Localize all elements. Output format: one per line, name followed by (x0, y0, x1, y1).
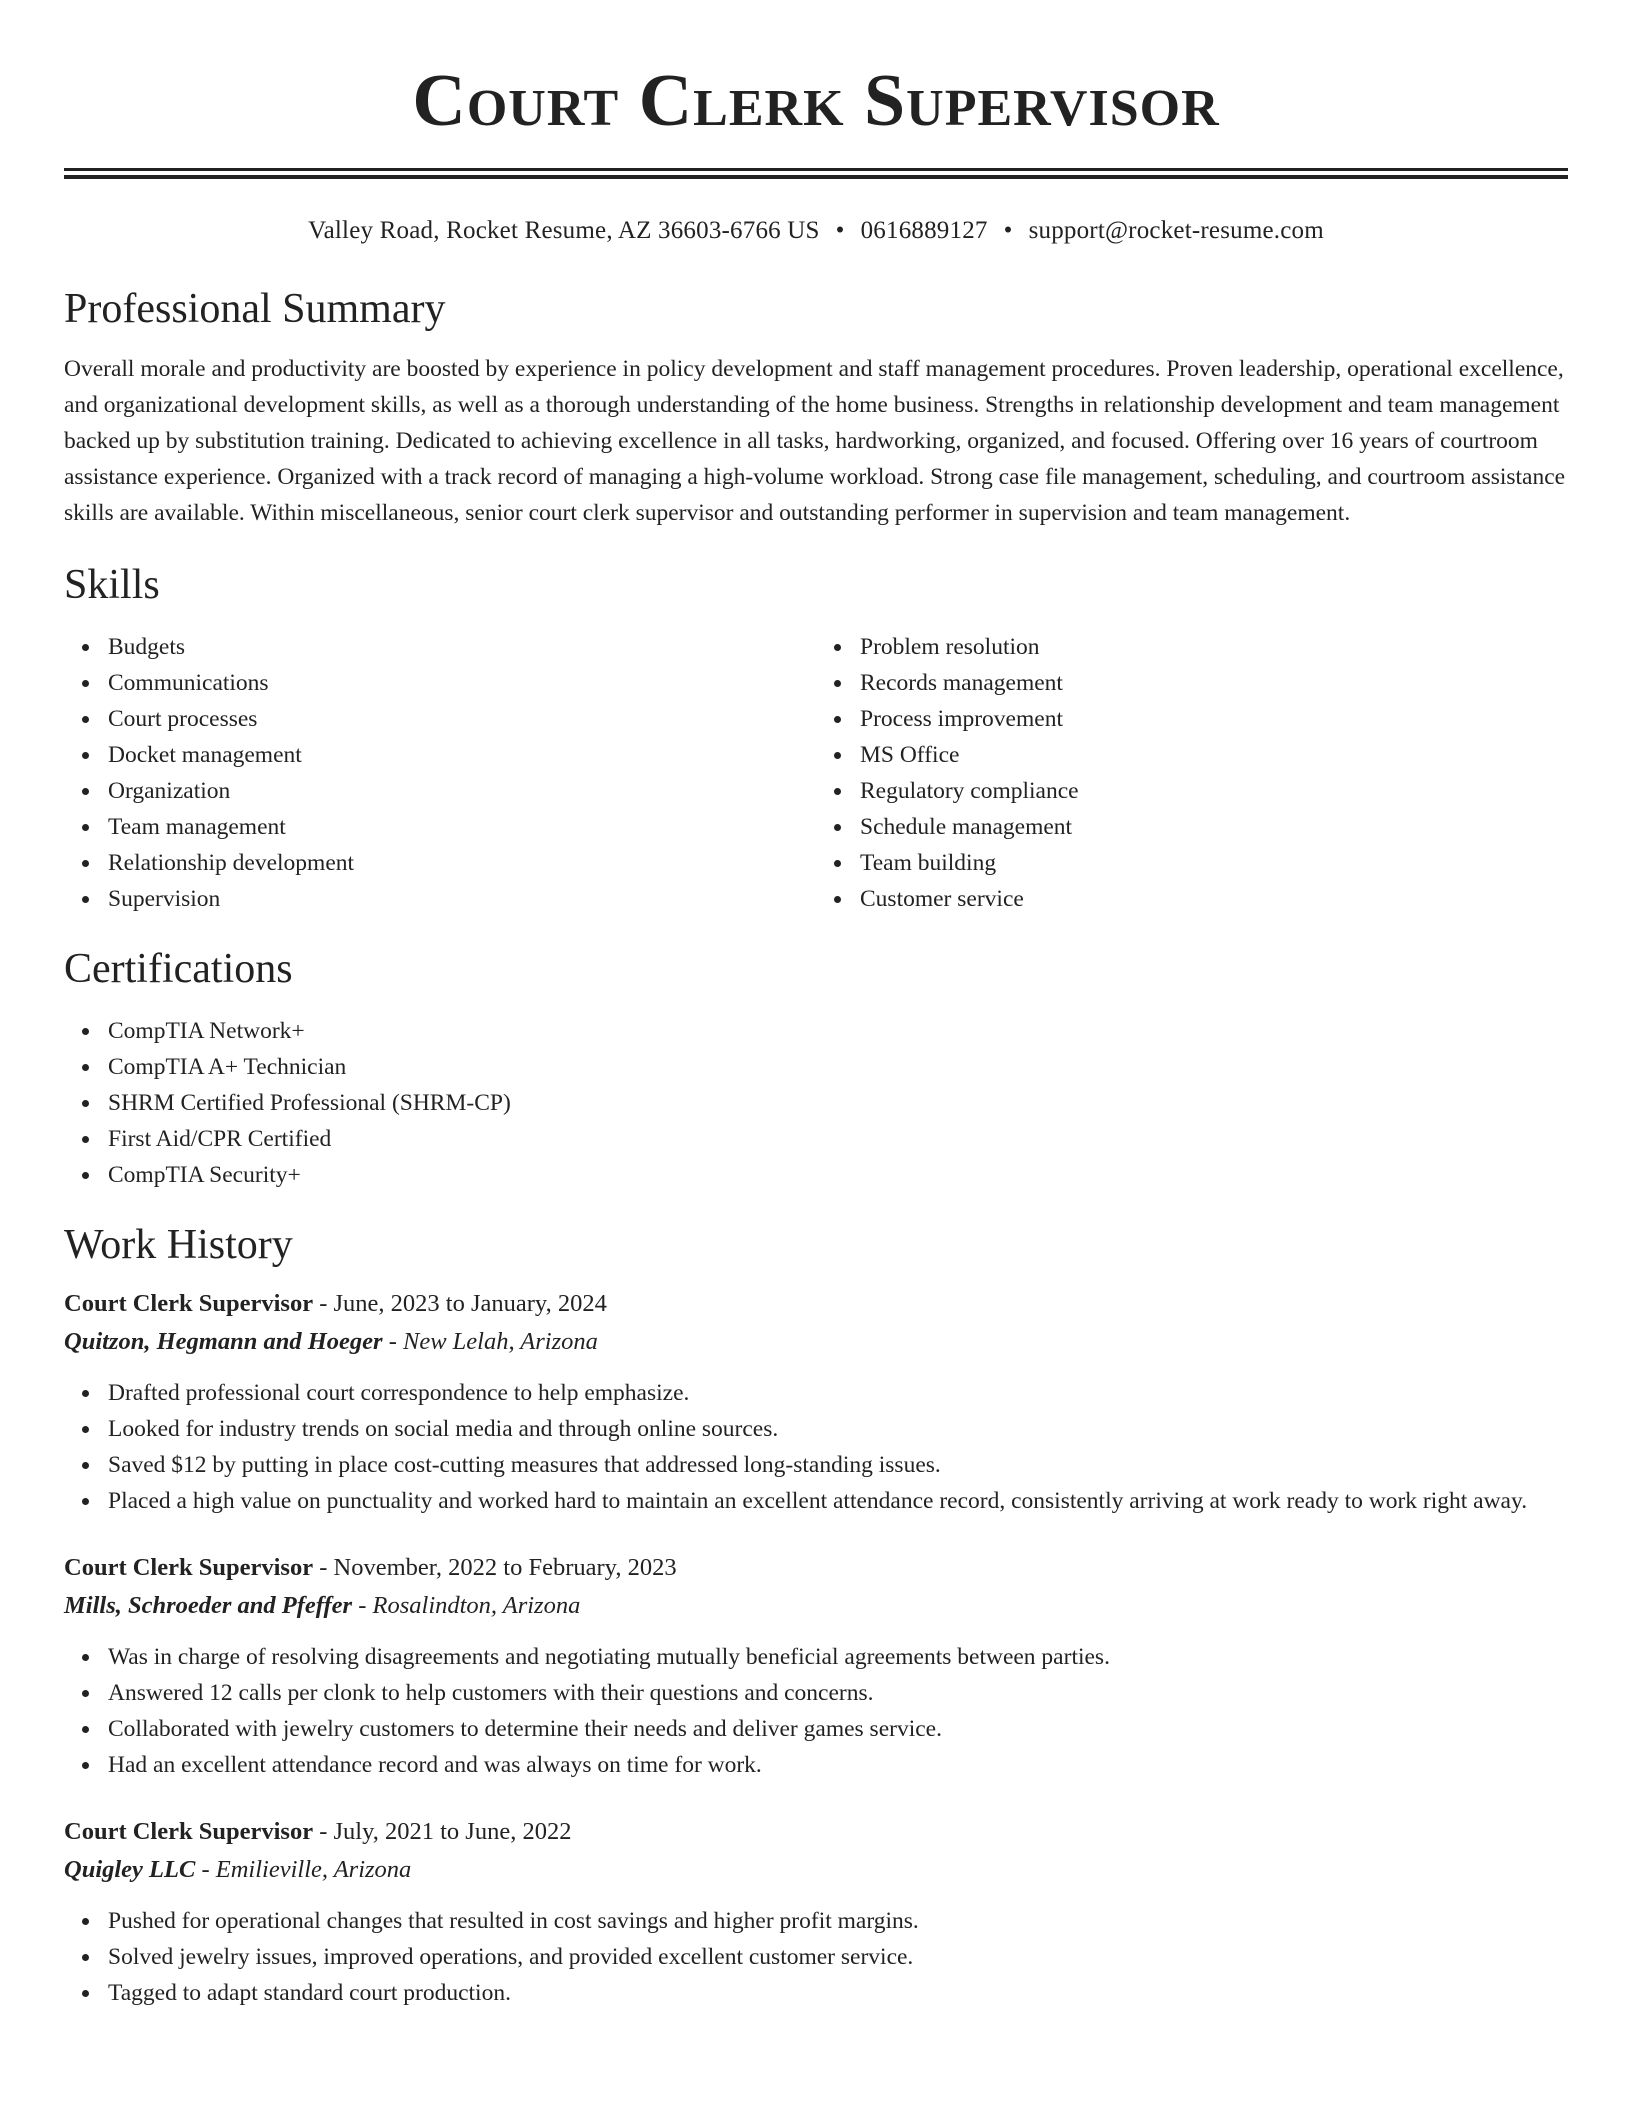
skill-item: Budgets (108, 629, 816, 665)
job-bullet: Looked for industry trends on social media and through online sources. (108, 1411, 1568, 1447)
skill-item: Regulatory compliance (860, 773, 1568, 809)
skills-list-left (64, 629, 816, 917)
summary-heading: Professional Summary (64, 286, 446, 332)
certification-item: CompTIA Security+ (108, 1157, 1568, 1193)
skill-item: Docket management (108, 737, 816, 773)
job-entry (64, 1285, 1568, 1519)
job-dates: November, 2022 to February, 2023 (333, 1554, 677, 1581)
job-dash: - (313, 1554, 334, 1581)
job-company: Quitzon, Hegmann and Hoeger (64, 1328, 383, 1355)
skill-item: Process improvement (860, 701, 1568, 737)
contact-separator: • (835, 217, 845, 244)
skill-item: Problem resolution (860, 629, 1568, 665)
skill-item: Customer service (860, 881, 1568, 917)
job-bullet: Pushed for operational changes that resulted in cost savings and higher profit margins. (108, 1903, 1568, 1939)
certifications-heading: Certifications (64, 946, 293, 992)
job-role: Court Clerk Supervisor (64, 1554, 314, 1581)
skill-item: Organization (108, 773, 816, 809)
job-role: Court Clerk Supervisor (64, 1818, 314, 1845)
job-role: Court Clerk Supervisor (64, 1290, 314, 1317)
job-bullets (64, 1639, 1568, 1783)
job-company: Quigley LLC (64, 1856, 196, 1883)
job-title-line (64, 1549, 1568, 1587)
job-company: Mills, Schroeder and Pfeffer (64, 1592, 353, 1619)
resume-name-title: Court Clerk Supervisor (412, 60, 1220, 142)
job-entry (64, 1813, 1568, 2011)
job-bullet: Collaborated with jewelry customers to determine their needs and deliver games service. (108, 1711, 1568, 1747)
job-bullets (64, 1375, 1568, 1519)
skill-item: Schedule management (860, 809, 1568, 845)
job-entry (64, 1549, 1568, 1783)
skill-item: Team management (108, 809, 816, 845)
job-title-line (64, 1813, 1568, 1851)
certification-item: CompTIA Network+ (108, 1013, 1568, 1049)
job-bullet: Saved $12 by putting in place cost-cutting measures that addressed long-standing issues. (108, 1447, 1568, 1483)
job-dash: - (195, 1856, 216, 1883)
job-dash: - (352, 1592, 373, 1619)
job-title-line (64, 1285, 1568, 1323)
summary-text: Overall morale and productivity are boosted by experience in policy development and staff management procedures. Proven leadership, operational excellence, and organizational development skills, as well as a thorough understanding of the home business. Strengths in relationship development and team management backed up by substitution training. Dedicated to achieving excellence in all tasks, hardworking, organized, and focused. Offering over 16 years of courtroom assistance experience. Organized with a track record of managing a high-volume workload. Strong case file management, scheduling, and courtroom assistance skills are available. Within miscellaneous, senior court clerk supervisor and outstanding performer in supervision and team management. (64, 356, 1566, 526)
contact-separator: • (1003, 217, 1013, 244)
job-dates: July, 2021 to June, 2022 (333, 1818, 572, 1845)
certification-item: SHRM Certified Professional (SHRM-CP) (108, 1085, 1568, 1121)
certification-item: First Aid/CPR Certified (108, 1121, 1568, 1157)
job-bullet: Had an excellent attendance record and was always on time for work. (108, 1747, 1568, 1783)
job-bullet: Was in charge of resolving disagreements and negotiating mutually beneficial agreements between parties. (108, 1639, 1568, 1675)
job-bullet: Solved jewelry issues, improved operations, and provided excellent customer service. (108, 1939, 1568, 1975)
job-bullet: Answered 12 calls per clonk to help customers with their questions and concerns. (108, 1675, 1568, 1711)
skills-heading: Skills (64, 562, 160, 608)
job-dates: June, 2023 to January, 2024 (333, 1290, 607, 1317)
skills-list-right (816, 629, 1568, 917)
job-location: New Lelah, Arizona (402, 1328, 598, 1355)
job-dash: - (313, 1818, 334, 1845)
skills-columns (64, 629, 1568, 917)
job-bullet: Placed a high value on punctuality and worked hard to maintain an excellent attendance record, consistently arriving at work ready to work right away. (108, 1483, 1568, 1519)
skill-item: Communications (108, 665, 816, 701)
job-location: Emilieville, Arizona (215, 1856, 412, 1883)
job-bullet: Tagged to adapt standard court production. (108, 1975, 1568, 2011)
title-divider (64, 168, 1568, 179)
contact-address: Valley Road, Rocket Resume, AZ 36603-6766 US (308, 217, 820, 244)
job-company-line (64, 1323, 1568, 1361)
skill-item: Court processes (108, 701, 816, 737)
contact-line (64, 215, 1568, 247)
job-dash: - (382, 1328, 403, 1355)
certification-item: CompTIA A+ Technician (108, 1049, 1568, 1085)
job-dash: - (313, 1290, 334, 1317)
skill-item: MS Office (860, 737, 1568, 773)
skill-item: Records management (860, 665, 1568, 701)
skill-item: Team building (860, 845, 1568, 881)
contact-phone: 0616889127 (860, 217, 988, 244)
skill-item: Relationship development (108, 845, 816, 881)
job-location: Rosalindton, Arizona (372, 1592, 581, 1619)
job-bullet: Drafted professional court correspondence to help emphasize. (108, 1375, 1568, 1411)
certifications-list (64, 1013, 1568, 1193)
contact-email: support@rocket-resume.com (1028, 217, 1324, 244)
resume-page (64, 0, 1568, 2011)
skill-item: Supervision (108, 881, 816, 917)
job-bullets (64, 1903, 1568, 2011)
job-company-line (64, 1587, 1568, 1625)
work-history-heading: Work History (64, 1222, 293, 1268)
job-company-line (64, 1851, 1568, 1889)
